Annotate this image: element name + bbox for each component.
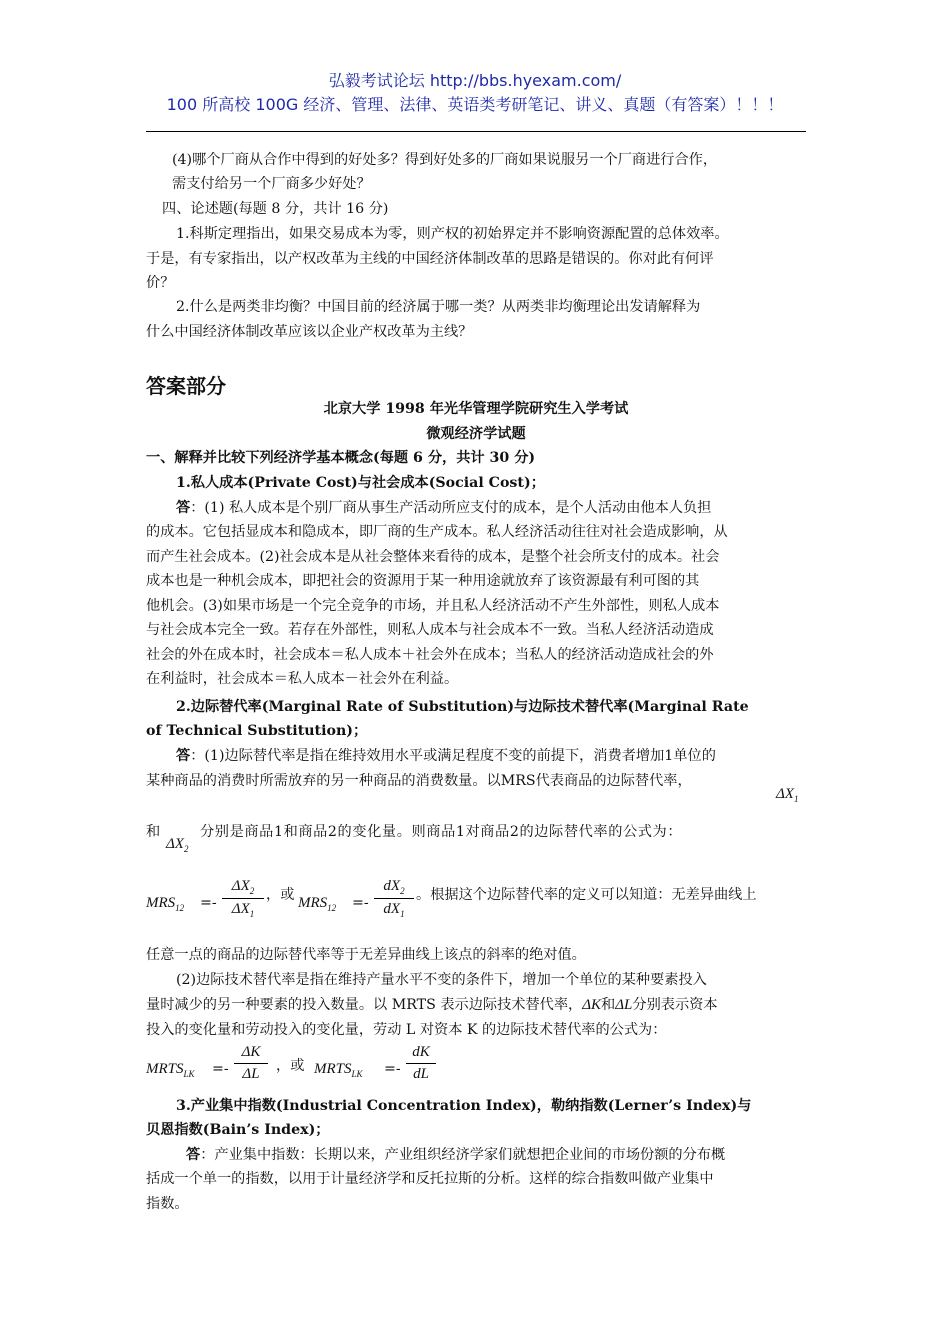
exam-subtitle: 微观经济学试题 — [426, 426, 526, 442]
q1-line7: 社会的外在成本时，社会成本＝私人成本＋社会外在成本；当私人的经济活动造成社会的外 — [146, 647, 714, 663]
q1-line5: 他机会。(3)如果市场是一个完全竞争的市场，并且私人经济活动不产生外部性，则私人成本 — [146, 598, 720, 614]
fraction-delta-k: $\frac{\Delta K}{\Delta L}$ — [234, 1044, 268, 1083]
q1-title: 1.私人成本(Private Cost)与社会成本(Social Cost)； — [176, 475, 545, 491]
answers-heading: 答案部分 — [146, 374, 226, 398]
fraction-dx: $\frac{dX_2}{dX_1}$ — [374, 878, 414, 919]
q2-p2-line3: 投入的变化量和劳动投入的变化量，劳动 L 对资本 K 的边际技术替代率的公式为： — [146, 1022, 667, 1038]
q1-line1 — [176, 498, 711, 518]
q2-p2-line1: (2)边际技术替代率是指在维持产量水平不变的条件下，增加一个单位的某种要素投入 — [176, 972, 707, 988]
essay2-line2: 什么中国经济体制改革应该以企业产权改革为主线？ — [146, 324, 473, 340]
essay1-line3: 价？ — [146, 275, 175, 291]
q2-title-line2: of Technical Substitution)； — [146, 723, 368, 739]
q2-line5: 任意一点的商品的边际替代率等于无差异曲线上该点的斜率的绝对值。 — [146, 947, 586, 963]
q3-text: ：产业集中指数：长期以来，产业组织经济学家们就想把企业间的市场份额的分布概 — [200, 1147, 726, 1163]
delta-l: ΔL — [615, 997, 633, 1013]
and-word: 和 — [146, 824, 161, 840]
q4-line1: (4)哪个厂商从合作中得到的好处多？得到好处多的厂商如果说服另一个厂商进行合作， — [172, 152, 718, 168]
header-divider — [146, 131, 806, 132]
equals-minus-4: =- — [384, 1061, 401, 1077]
section-1-heading: 一、解释并比较下列经济学基本概念(每题 6 分，共计 30 分) — [146, 450, 536, 466]
equals-minus-3: =- — [212, 1061, 229, 1077]
mrts-label-2: $MRTS_{LK}$ — [314, 1061, 363, 1079]
section-4-heading: 四、论述题(每题 8 分，共计 16 分) — [162, 201, 389, 217]
q2-p2-line2: 量时减少的另一种要素的投入数量。以 MRTS 表示边际技术替代率，ΔK和ΔL分别表示资本 — [146, 997, 718, 1013]
essay2-line1: 2.什么是两类非均衡？中国目前的经济属于哪一类？从两类非均衡理论出发请解释为 — [176, 299, 701, 315]
q1-line8: 在利益时，社会成本＝私人成本－社会外在利益。 — [146, 671, 459, 687]
answer-label: 答 — [176, 500, 191, 516]
q1-line3: 而产生社会成本。(2)社会成本是从社会整体来看待的成本，是整个社会所支付的成本。社会 — [146, 549, 720, 565]
answer-label: 答 — [176, 748, 191, 764]
header-site-line: 弘毅考试论坛 http://bbs.hyexam.com/ — [328, 71, 622, 90]
q2-line4: 。根据这个边际替代率的定义可以知道：无差异曲线上 — [416, 887, 757, 903]
equals-minus-1: =- — [200, 895, 217, 911]
mrs-label-2: $MRS_{12}$ — [298, 895, 337, 913]
delta-k: ΔK — [582, 997, 602, 1013]
equals-minus-2: =- — [352, 895, 369, 911]
delta-x2: $\Delta X_2$ — [166, 836, 189, 854]
essay1-line1: 1.科斯定理指出，如果交易成本为零，则产权的初始界定并不影响资源配置的总体效率。 — [176, 226, 729, 242]
mrs-label-1: $MRS_{12}$ — [146, 895, 185, 913]
q2-line2: 某种商品的消费时所需放弃的另一种商品的消费数量。以MRS代表商品的边际替代率， — [146, 773, 692, 789]
q3-line3: 指数。 — [146, 1196, 189, 1212]
q3-title-line2: 贝恩指数(Bain’s Index)； — [146, 1122, 330, 1138]
q2-line3: 分别是商品1和商品2的变化量。则商品1对商品2的边际替代率的公式为： — [200, 824, 683, 840]
answer-label: 答 — [186, 1147, 201, 1163]
essay1-line2: 于是，有专家指出，以产权改革为主线的中国经济体制改革的思路是错误的。你对此有何评 — [146, 251, 714, 267]
q1-line4: 成本也是一种机会成本，即把社会的资源用于某一种用途就放弃了该资源最有利可图的其 — [146, 573, 700, 589]
header-promo-line: 100 所高校 100G 经济、管理、法律、英语类考研笔记、讲义、真题（有答案）！！！ — [166, 95, 784, 114]
fraction-delta-x: $\frac{\Delta X_2}{\Delta X_1}$ — [222, 878, 264, 919]
or-word-1: ，或 — [266, 887, 295, 903]
delta-x1: $\Delta X_1$ — [776, 786, 799, 804]
q3-line2: 括成一个单一的指数，以用于计量经济学和反托拉斯的分析。这样的综合指数叫做产业集中 — [146, 1171, 714, 1187]
q1-text: ：(1) 私人成本是个别厂商从事生产活动所应支付的成本，是个人活动由他本人负担 — [190, 500, 712, 516]
q2-text: ：(1)边际替代率是指在维持效用水平或满足程度不变的前提下，消费者增加1单位的 — [190, 748, 716, 764]
fraction-dk: $\frac{dK}{dL}$ — [406, 1044, 436, 1083]
exam-title: 北京大学 1998 年光华管理学院研究生入学考试 — [323, 401, 629, 417]
q3-title-line1: 3.产业集中指数(Industrial Concentration Index)，勒纳指数(Lerner’s Index)与 — [176, 1098, 752, 1114]
q2-line1 — [176, 746, 716, 766]
q4-line2: 需支付给另一个厂商多少好处？ — [172, 176, 371, 192]
q3-line1 — [186, 1145, 725, 1165]
mrts-label-1: $MRTS_{LK}$ — [146, 1061, 195, 1079]
q1-line6: 与社会成本完全一致。若存在外部性，则私人成本与社会成本不一致。当私人经济活动造成 — [146, 622, 714, 638]
or-word-2: ，或 — [276, 1058, 305, 1074]
q2-title-line1: 2.边际替代率(Marginal Rate of Substitution)与边际技术替代率(Marginal Rate — [176, 699, 749, 715]
q1-line2: 的成本。它包括显成本和隐成本，即厂商的生产成本。私人经济活动往往对社会造成影响，从 — [146, 524, 728, 540]
